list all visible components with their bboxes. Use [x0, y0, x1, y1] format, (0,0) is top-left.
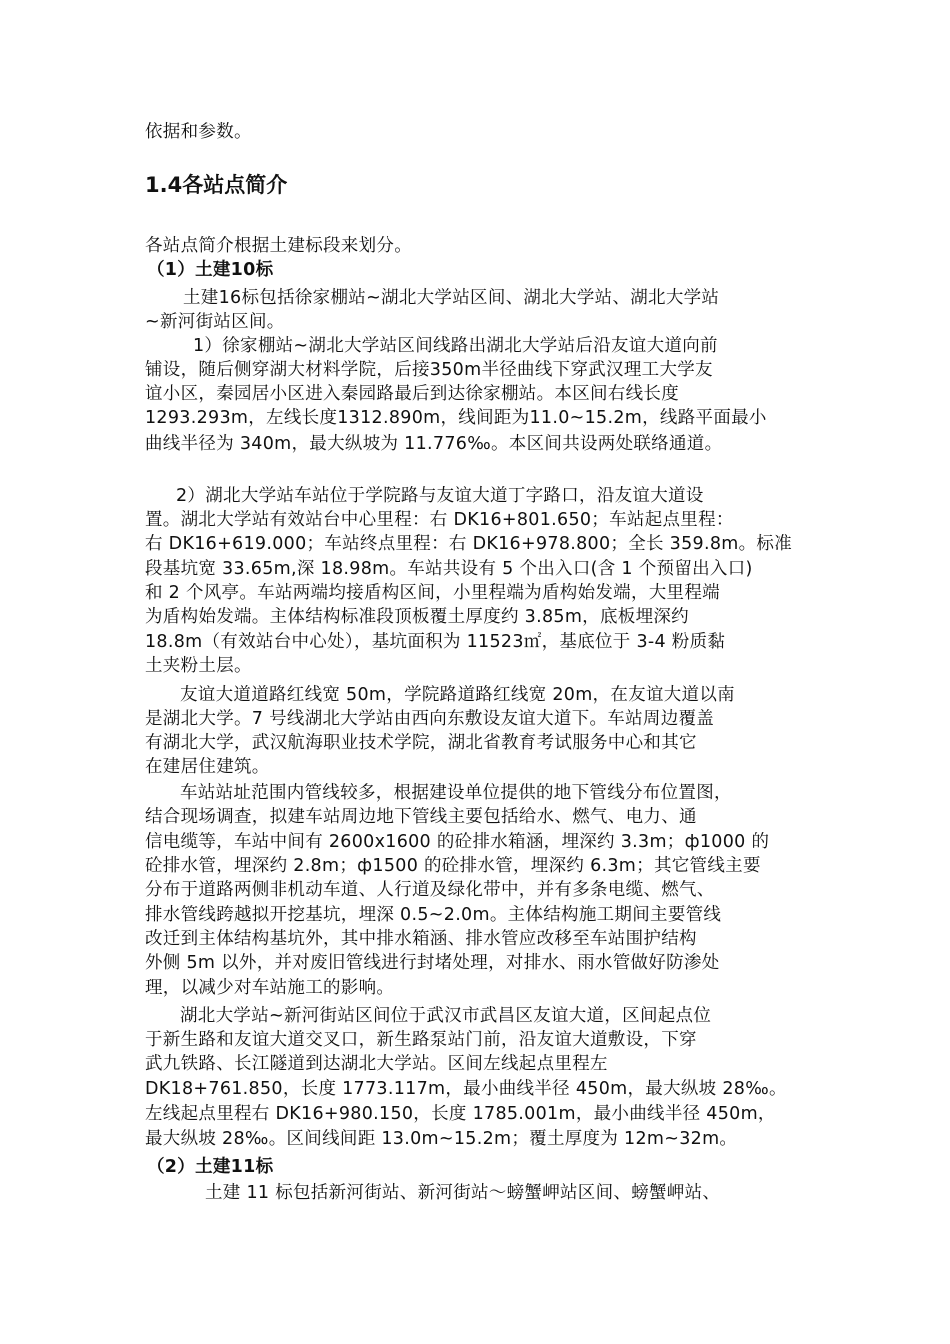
text-line: 置。湖北大学站有效站台中心里程：右 DK16+801.650；车站起点里程： [145, 510, 734, 530]
text-line: 曲线半径为 340m，最大纵坡为 11.776‰。本区间共设两处联络通道。 [145, 434, 723, 454]
text-line: 理，以减少对车站施工的影响。 [145, 978, 395, 998]
text-line: 湖北大学站~新河街站区间位于武汉市武昌区友谊大道，区间起点位 [180, 1006, 712, 1026]
text-line: 为盾构始发端。主体结构标准段顶板覆土厚度约 3.85m，底板埋深约 [145, 607, 689, 627]
text-line: 1293.293m，左线长度1312.890m，线间距为11.0~15.2m，线路平面最小 [145, 408, 767, 428]
text-line: 18.8m（有效站台中心处），基坑面积为 11523㎡，基底位于 3-4 粉质黏 [145, 632, 726, 652]
text-line: 结合现场调查，拟建车站周边地下管线主要包括给水、燃气、电力、通 [145, 807, 697, 827]
text-line: 谊小区，秦园居小区进入秦园路最后到达徐家棚站。本区间右线长度 [145, 384, 679, 404]
text-line: 排水管线跨越拟开挖基坑，埋深 0.5~2.0m。主体结构施工期间主要管线 [145, 905, 722, 925]
text-line: 铺设，随后侧穿湖大材料学院，后接350m半径曲线下穿武汉理工大学友 [145, 360, 713, 380]
text-line: 友谊大道道路红线宽 50m，学院路道路红线宽 20m，在友谊大道以南 [180, 685, 735, 705]
text-line: 砼排水管，埋深约 2.8m；ф1500 的砼排水管，埋深约 6.3m；其它管线主要 [145, 856, 761, 876]
text-line: 武九铁路、长江隧道到达湖北大学站。区间左线起点里程左 [145, 1054, 608, 1074]
text-line: 在建居住建筑。 [145, 757, 270, 777]
text-line: 1）徐家棚站~湖北大学站区间线路出湖北大学站后沿友谊大道向前 [193, 336, 718, 356]
text-line: 信电缆等，车站中间有 2600x1600 的砼排水箱涵，埋深约 3.3m；ф1000 的 [145, 832, 770, 852]
text-line: 是湖北大学。7 号线湖北大学站由西向东敷设友谊大道下。车站周边覆盖 [145, 709, 715, 729]
text-line: DK18+761.850，长度 1773.117m，最小曲线半径 450m，最大纵坡 28‰。 [145, 1079, 787, 1099]
text-line: 土建 11 标包括新河街站、新河街站～螃蟹岬站区间、螃蟹岬站、 [205, 1183, 721, 1203]
text-line: 改迁到主体结构基坑外，其中排水箱涵、排水管应改移至车站围护结构 [145, 929, 697, 949]
text-line: 右 DK16+619.000；车站终点里程：右 DK16+978.800；全长 359.8m。标准 [145, 534, 793, 554]
text-line: 依据和参数。 [145, 122, 252, 142]
subsection-heading: （2）土建11标 [147, 1157, 274, 1177]
text-line: 2）湖北大学站车站位于学院路与友谊大道丁字路口，沿友谊大道设 [176, 486, 704, 506]
text-line: 最大纵坡 28‰。区间线间距 13.0m~15.2m；覆土厚度为 12m~32m。 [145, 1129, 738, 1149]
text-line: 外侧 5m 以外，并对废旧管线进行封堵处理，对排水、雨水管做好防渗处 [145, 953, 720, 973]
text-line: ~新河街站区间。 [145, 312, 285, 332]
text-line: 于新生路和友谊大道交叉口，新生路泵站门前，沿友谊大道敷设，下穿 [145, 1030, 697, 1050]
text-line: 土夹粉土层。 [145, 656, 252, 676]
text-line: 左线起点里程右 DK16+980.150，长度 1785.001m，最小曲线半径 450m， [145, 1104, 776, 1124]
text-line: 段基坑宽 33.65m,深 18.98m。车站共设有 5 个出入口(含 1 个预留出入口) [145, 559, 753, 579]
text-line: 土建16标包括徐家棚站~湖北大学站区间、湖北大学站、湖北大学站 [183, 288, 720, 308]
text-line: 分布于道路两侧非机动车道、人行道及绿化带中，并有多条电缆、燃气、 [145, 880, 715, 900]
text-line: 有湖北大学，武汉航海职业技术学院，湖北省教育考试服务中心和其它 [145, 733, 697, 753]
section-heading: 1.4各站点简介 [145, 173, 288, 197]
text-line: 各站点简介根据土建标段来划分。 [145, 236, 412, 256]
subsection-heading: （1）土建10标 [147, 260, 274, 280]
text-line: 和 2 个风亭。车站两端均接盾构区间，小里程端为盾构始发端，大里程端 [145, 583, 720, 603]
text-line: 车站站址范围内管线较多，根据建设单位提供的地下管线分布位置图， [180, 783, 732, 803]
